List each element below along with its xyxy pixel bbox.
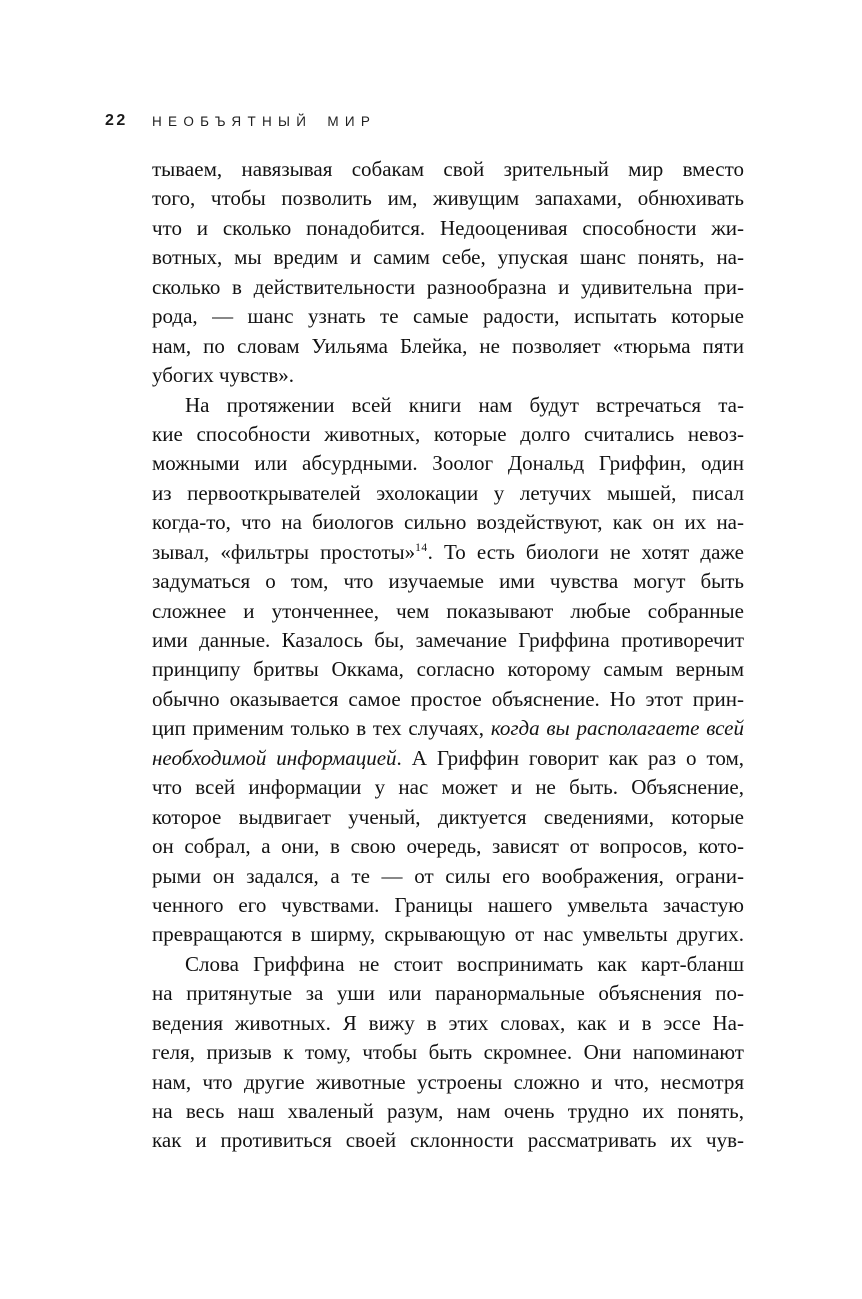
text-segment: зывал, «фильтры простоты» bbox=[152, 539, 416, 564]
text-line bbox=[152, 626, 744, 655]
text-segment: ими данные. Казалось бы, замечание Гриффина противоречит bbox=[152, 628, 744, 652]
text-segment: . То есть биологи не хотят даже bbox=[427, 539, 744, 564]
text-line bbox=[152, 479, 744, 508]
text-segment: кие способности животных, которые долго считались невоз- bbox=[152, 421, 744, 446]
text-segment: На протяжении всей книги нам будут встречаться та- bbox=[185, 392, 744, 417]
text-segment: которое выдвигает ученый, диктуется сведениями, которые bbox=[152, 804, 744, 829]
text-line bbox=[152, 920, 744, 949]
text-segment: . А Гриффин говорит как раз о том, bbox=[396, 745, 744, 770]
text-segment: как и противиться своей склонности рассматривать их чув- bbox=[152, 1128, 744, 1153]
text-line bbox=[152, 184, 744, 213]
text-line bbox=[152, 508, 744, 537]
text-segment: убогих чувств». bbox=[152, 363, 295, 388]
running-header bbox=[0, 112, 862, 134]
page-number: 22 bbox=[105, 112, 128, 129]
text-line bbox=[152, 1038, 744, 1067]
footnote-reference: 14 bbox=[415, 541, 428, 554]
text-segment: Слова Гриффина не стоит воспринимать как карт-бланш bbox=[185, 951, 744, 976]
text-segment: принципу бритвы Оккама, согласно которому самым верным bbox=[152, 657, 744, 682]
text-line bbox=[152, 420, 744, 449]
text-line bbox=[152, 862, 744, 891]
italic-text: необходимой информацией bbox=[152, 745, 397, 770]
text-line bbox=[152, 391, 744, 420]
text-line bbox=[152, 979, 744, 1008]
text-line bbox=[152, 685, 744, 714]
text-line bbox=[152, 803, 744, 832]
text-segment: что всей информации у нас может и не быть. Объяснение, bbox=[152, 775, 744, 800]
text-segment: когда-то, что на биологов сильно воздействуют, как он их на- bbox=[152, 510, 744, 535]
text-line bbox=[152, 1126, 744, 1155]
text-segment: из первооткрывателей эхолокации у летучих мышей, писал bbox=[152, 480, 744, 505]
text-line bbox=[152, 1068, 744, 1097]
paragraph bbox=[152, 391, 744, 950]
text-segment: нам, по словам Уильяма Блейка, не позволяет «тюрьма пяти bbox=[152, 333, 744, 358]
text-segment: рыми он задался, а те — от силы его воображения, ограни- bbox=[152, 863, 744, 888]
text-line bbox=[152, 214, 744, 243]
text-segment: на притянутые за уши или паранормальные объяснения по- bbox=[152, 981, 744, 1006]
text-line bbox=[152, 302, 744, 331]
paragraph bbox=[152, 950, 744, 1156]
text-segment: вотных, мы вредим и самим себе, упуская шанс понять, на- bbox=[152, 245, 744, 270]
text-line bbox=[152, 950, 744, 979]
text-segment: что и сколько понадобится. Недооценивая способности жи- bbox=[152, 215, 744, 240]
text-segment: превращаются в ширму, скрывающую от нас умвельты других. bbox=[152, 922, 744, 947]
text-segment: обычно оказывается самое простое объяснение. Но этот прин- bbox=[152, 686, 744, 711]
text-line bbox=[152, 155, 744, 184]
text-line bbox=[152, 538, 744, 567]
text-segment: геля, призыв к тому, чтобы быть скромнее. Они напоминают bbox=[152, 1040, 744, 1065]
text-line bbox=[152, 773, 744, 802]
running-title: НЕОБЪЯТНЫЙ МИР bbox=[152, 114, 377, 129]
text-line bbox=[152, 1009, 744, 1038]
text-line bbox=[152, 243, 744, 272]
text-segment: сложнее и утонченнее, чем показывают любые собранные bbox=[152, 598, 744, 623]
text-line bbox=[152, 332, 744, 361]
text-line bbox=[152, 714, 744, 743]
italic-text: когда вы располагаете всей bbox=[490, 716, 744, 741]
text-segment: сколько в действительности разнообразна и удивительна при- bbox=[152, 274, 744, 299]
text-segment: можными или абсурдными. Зоолог Дональд Гриффин, один bbox=[152, 451, 744, 476]
text-line bbox=[152, 1097, 744, 1126]
text-line bbox=[152, 744, 744, 773]
text-line bbox=[152, 449, 744, 478]
text-line bbox=[152, 597, 744, 626]
text-segment: задуматься о том, что изучаемые ими чувства могут быть bbox=[152, 569, 744, 594]
page-body bbox=[152, 155, 744, 1156]
text-segment: ведения животных. Я вижу в этих словах, как и в эссе На- bbox=[152, 1010, 744, 1035]
text-line bbox=[152, 832, 744, 861]
text-segment: того, чтобы позволить им, живущим запахами, обнюхивать bbox=[152, 186, 744, 211]
text-line bbox=[152, 891, 744, 920]
text-segment: ченного его чувствами. Границы нашего умвельта зачастую bbox=[152, 892, 744, 917]
text-segment: рода, — шанс узнать те самые радости, испытать которые bbox=[152, 304, 744, 329]
text-line bbox=[152, 655, 744, 684]
text-line bbox=[152, 273, 744, 302]
text-segment: на весь наш хваленый разум, нам очень трудно их понять, bbox=[152, 1099, 744, 1123]
text-segment: нам, что другие животные устроены сложно и что, несмотря bbox=[152, 1069, 744, 1094]
text-segment: он собрал, а они, в свою очередь, зависят от вопросов, кото- bbox=[152, 834, 744, 859]
text-line bbox=[152, 361, 744, 390]
text-segment: цип применим только в тех случаях, bbox=[152, 716, 491, 741]
text-segment: тываем, навязывая собакам свой зрительный мир вместо bbox=[152, 157, 744, 181]
text-line bbox=[152, 567, 744, 596]
paragraph bbox=[152, 155, 744, 391]
